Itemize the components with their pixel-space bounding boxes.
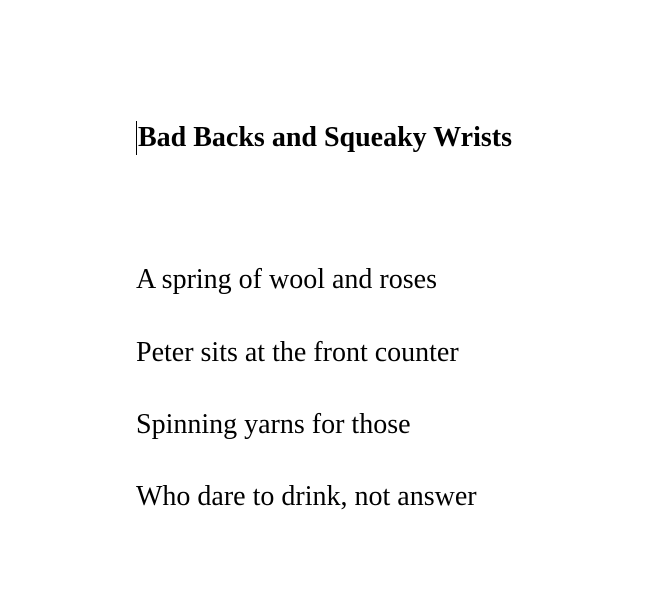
poem-title[interactable]: Bad Backs and Squeaky Wrists xyxy=(138,122,512,153)
poem-line-2[interactable]: Peter sits at the front counter xyxy=(136,337,459,368)
text-cursor xyxy=(136,121,137,155)
poem-line-3[interactable]: Spinning yarns for those xyxy=(136,409,411,440)
poem-line-1[interactable]: A spring of wool and roses xyxy=(136,264,437,295)
title-line[interactable] xyxy=(136,118,512,158)
poem-line-4[interactable]: Who dare to drink, not answer xyxy=(136,481,477,512)
